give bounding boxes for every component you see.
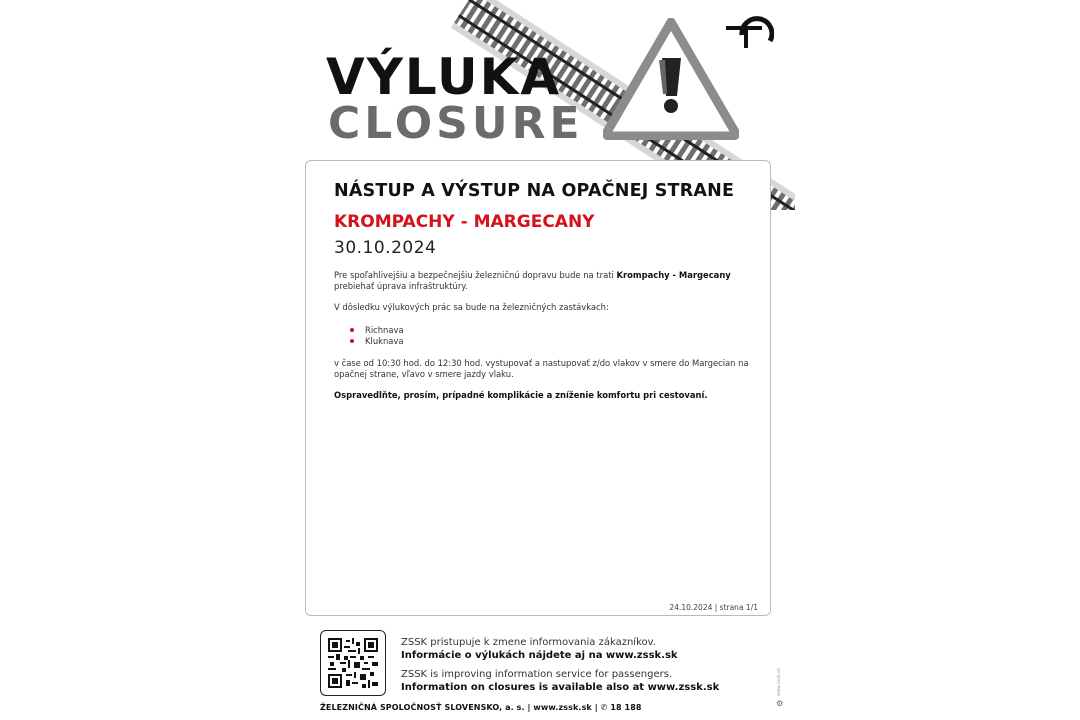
info-english-link[interactable]: Information on closures is available also at www.zssk.sk (401, 681, 720, 693)
notice-apology: Ospravedlňte, prosím, prípadné komplikácie a zníženie komfortu pri cestovaní. (334, 390, 708, 400)
info-slovak-link[interactable]: Informácie o výlukách nájdete aj na www.zssk.sk (401, 649, 678, 661)
info-english-line1: ZSSK is improving information service for passengers. (401, 669, 673, 680)
list-item: Richnava (350, 325, 404, 336)
intro-text-start: Pre spoľahlivejšiu a bezpečnejšiu železničnú dopravu bude na trati (334, 270, 617, 280)
notice-paragraph-intro (334, 270, 754, 291)
info-english (401, 669, 719, 694)
page-subtitle: CLOSURE (328, 98, 584, 149)
side-watermark: www.zssk.sk (777, 668, 782, 697)
warning-triangle-icon (603, 18, 739, 140)
info-slovak (401, 637, 678, 662)
notice-paragraph-stops-intro: V dôsledku výlukových prác sa bude na železničných zastávkach: (334, 302, 609, 312)
notice-date: 30.10.2024 (334, 238, 437, 258)
notice-paragraph-details: v čase od 10:30 hod. do 12:30 hod. vystupovať a nastupovať z/do vlakov v smere do Margecian na opačnej strane, vľavo v smere jazdy vlaku. (334, 358, 749, 379)
list-item: Kluknava (350, 336, 404, 347)
info-slovak-line1: ZSSK pristupuje k zmene informovania zákazníkov. (401, 637, 656, 648)
intro-route-bold: Krompachy - Margecany (616, 270, 731, 280)
page-title: VÝLUKA (326, 48, 562, 106)
zssk-logo-icon (722, 16, 774, 54)
qr-code-icon[interactable] (320, 630, 386, 696)
notice-route: KROMPACHY - MARGECANY (334, 212, 595, 232)
page-info: 24.10.2024 | strana 1/1 (669, 603, 758, 612)
company-footer: ŽELEZNIČNÁ SPOLOČNOSŤ SLOVENSKO, a. s. | www.zssk.sk | ✆ 18 188 (320, 703, 642, 712)
notice-heading: NÁSTUP A VÝSTUP NA OPAČNEJ STRANE (334, 181, 735, 201)
stops-list (350, 325, 404, 346)
gear-icon: ⚙ (776, 699, 784, 708)
intro-text-end: prebiehať úprava infraštruktúry. (334, 280, 468, 291)
